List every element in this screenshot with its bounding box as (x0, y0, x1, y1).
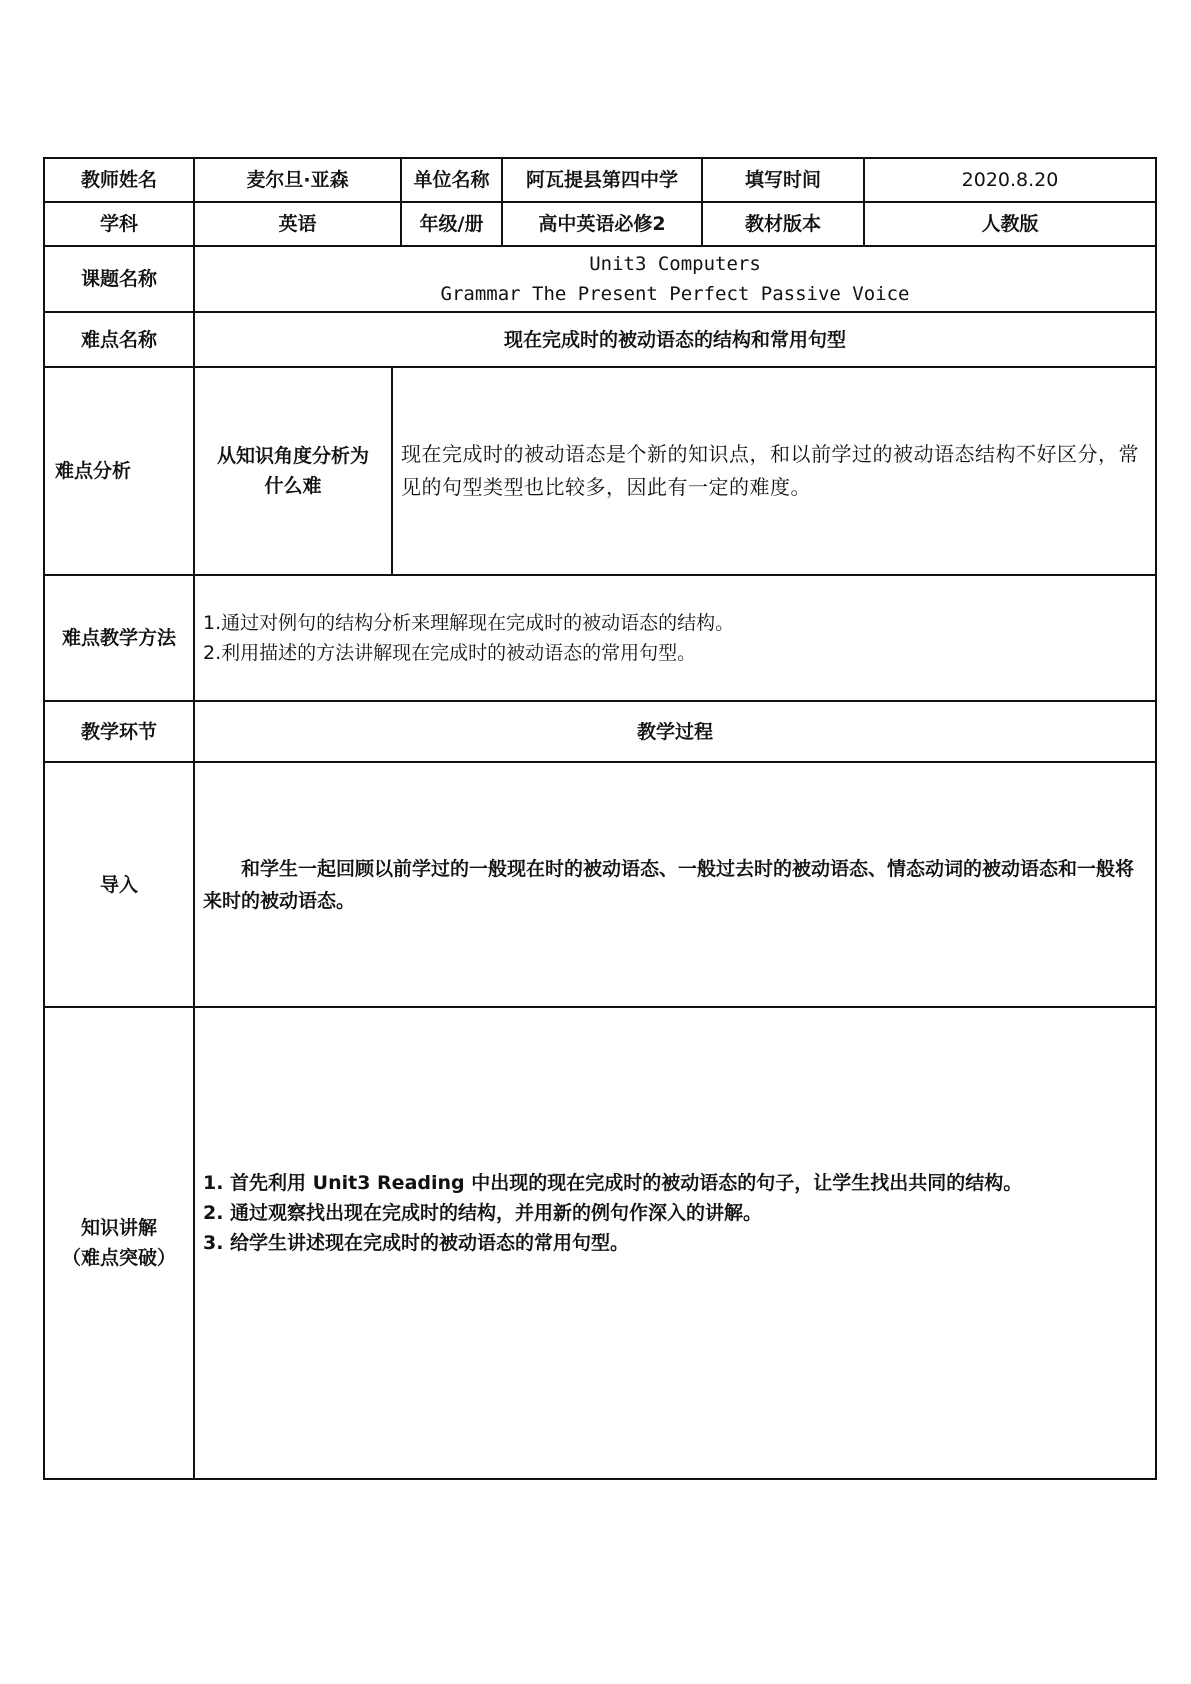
knowledge-item-2: 2. 通过观察找出现在完成时的结构，并用新的例句作深入的讲解。 (203, 1202, 763, 1224)
method-row (44, 575, 1156, 701)
intro-text: 和学生一起回顾以前学过的一般现在时的被动语态、一般过去时的被动语态、情态动词的被动语态和一般将来时的被动语态。 (194, 762, 1156, 1007)
knowledge-label (44, 1007, 194, 1479)
analysis-row (44, 367, 1156, 575)
knowledge-label-line-1: 知识讲解 (80, 1217, 157, 1239)
topic-line-1: Unit3 Computers (589, 253, 761, 275)
date-label: 填写时间 (702, 158, 864, 202)
method-label: 难点教学方法 (44, 575, 194, 701)
method-value (194, 575, 1156, 701)
grade-label: 年级/册 (401, 202, 502, 246)
knowledge-label-line-2: （难点突破） (61, 1247, 176, 1269)
header-row-2 (44, 202, 1156, 246)
difficulty-value: 现在完成时的被动语态的结构和常用句型 (194, 312, 1156, 367)
process-label: 教学过程 (194, 701, 1156, 762)
teacher-value: 麦尔旦·亚森 (194, 158, 401, 202)
header-row-1 (44, 158, 1156, 202)
difficulty-row (44, 312, 1156, 367)
grade-value: 高中英语必修2 (502, 202, 702, 246)
intro-row (44, 762, 1156, 1007)
knowledge-item-3: 3. 给学生讲述现在完成时的被动语态的常用句型。 (203, 1232, 630, 1254)
stage-label: 教学环节 (44, 701, 194, 762)
knowledge-value (194, 1007, 1156, 1479)
process-header-row (44, 701, 1156, 762)
difficulty-label: 难点名称 (44, 312, 194, 367)
date-value: 2020.8.20 (864, 158, 1156, 202)
unit-label: 单位名称 (401, 158, 502, 202)
analysis-text: 现在完成时的被动语态是个新的知识点，和以前学过的被动语态结构不好区分，常见的句型类型也比较多，因此有一定的难度。 (392, 367, 1156, 575)
method-item-2: 2.利用描述的方法讲解现在完成时的被动语态的常用句型。 (203, 642, 697, 664)
topic-value (194, 246, 1156, 312)
subject-value: 英语 (194, 202, 401, 246)
edition-value: 人教版 (864, 202, 1156, 246)
topic-label: 课题名称 (44, 246, 194, 312)
method-item-1: 1.通过对例句的结构分析来理解现在完成时的被动语态的结构。 (203, 612, 735, 634)
analysis-label: 难点分析 (44, 367, 194, 575)
subject-label: 学科 (44, 202, 194, 246)
knowledge-item-1: 1. 首先利用 Unit3 Reading 中出现的现在完成时的被动语态的句子，让学生找出共同的结构。 (203, 1172, 1023, 1194)
topic-line-2: Grammar The Present Perfect Passive Voice (440, 283, 910, 305)
topic-row (44, 246, 1156, 312)
knowledge-row (44, 1007, 1156, 1479)
lesson-plan-table (43, 157, 1157, 1480)
unit-value: 阿瓦提县第四中学 (502, 158, 702, 202)
intro-label: 导入 (44, 762, 194, 1007)
teacher-label: 教师姓名 (44, 158, 194, 202)
analysis-sublabel: 从知识角度分析为什么难 (194, 367, 392, 575)
edition-label: 教材版本 (702, 202, 864, 246)
